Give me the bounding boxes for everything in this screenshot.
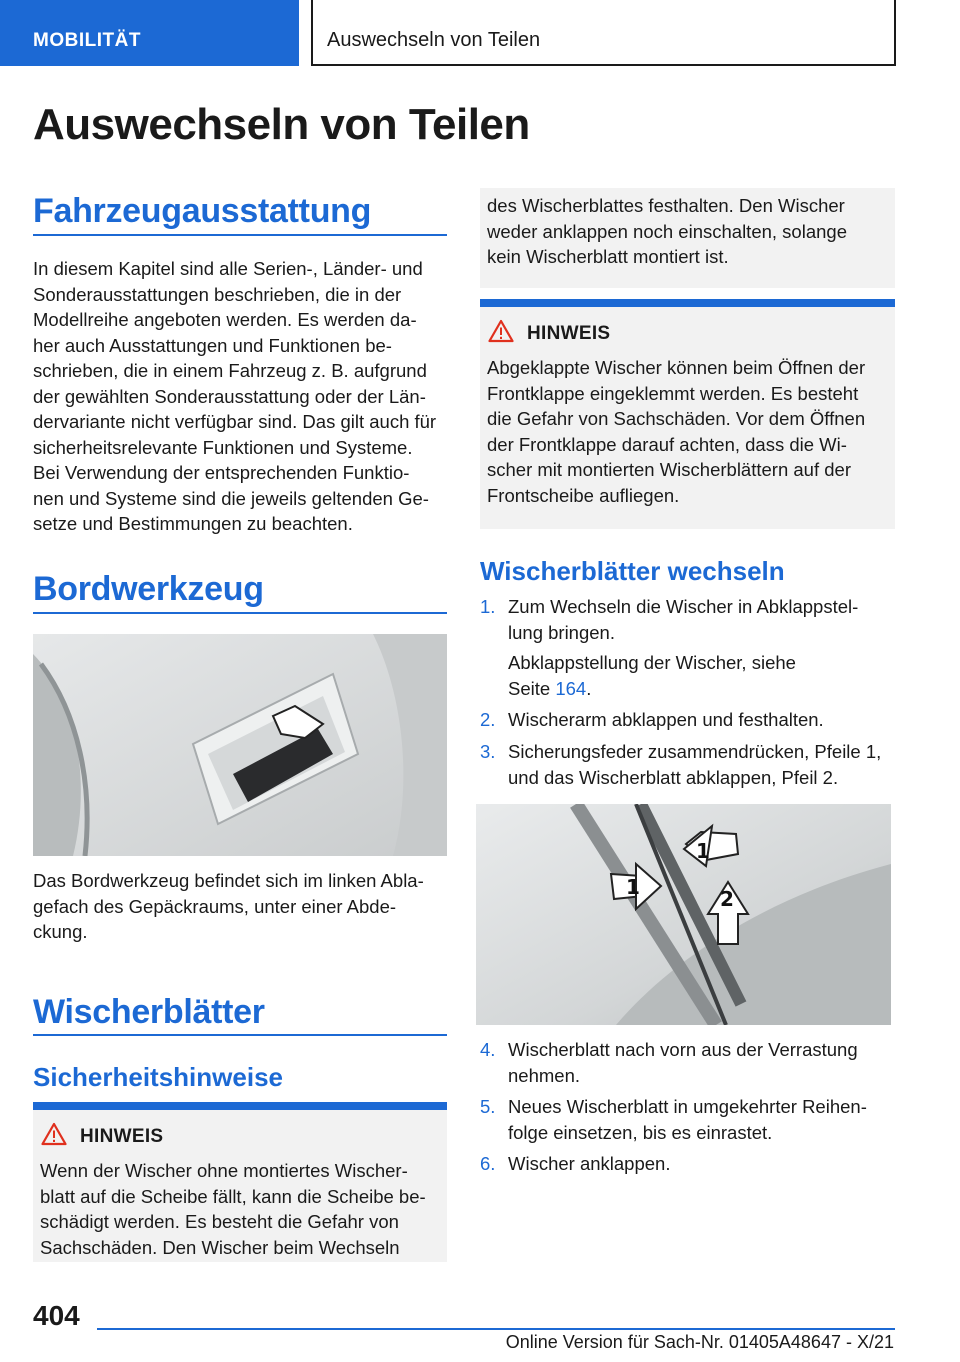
page-link[interactable]: 164 — [555, 677, 587, 699]
page-title: Auswechseln von Teilen — [33, 100, 530, 149]
reference-text — [508, 650, 898, 701]
text-line: Zum Wechseln die Wischer in Abklappstel- — [508, 596, 859, 617]
note-title: HINWEIS — [527, 323, 611, 344]
footer-rule — [97, 1328, 895, 1330]
step-text — [508, 739, 898, 790]
step-text — [508, 1094, 898, 1145]
text-line: In diesem Kapitel sind alle Serien-, Länder- und — [33, 258, 423, 279]
text-line: scher mit montierten Wischerblättern auf der — [487, 459, 851, 480]
text-line: lung bringen. — [508, 621, 615, 643]
heading-sicherheitshinweise: Sicherheitshinweise — [33, 1062, 283, 1092]
text-line: Wenn der Wischer ohne montiertes Wischer- — [40, 1160, 408, 1181]
text-line: Abklappstellung der Wischer, siehe — [508, 652, 796, 673]
note-box — [33, 1102, 447, 1262]
text-line: die Gefahr von Sachschäden. Vor dem Öffnen — [487, 408, 866, 429]
heading-wischerblaetter-wechseln: Wischerblätter wechseln — [480, 556, 785, 586]
arrow-label: 1 — [626, 875, 640, 899]
reference-prefix: Seite — [508, 677, 551, 699]
note-body — [487, 355, 892, 508]
header-chapter-box — [311, 0, 896, 66]
equipment-paragraph — [33, 256, 453, 537]
step-number: 4. — [480, 1039, 496, 1060]
step-number: 5. — [480, 1096, 496, 1117]
heading-wischerblaetter: Wischerblätter — [33, 993, 265, 1031]
text-line: blatt auf die Scheibe fällt, kann die Scheibe be- — [40, 1185, 426, 1207]
step-text — [508, 1151, 898, 1177]
text-line: Wischerblatt nach vorn aus der Verrastung — [508, 1039, 858, 1060]
tool-compartment-image — [33, 634, 447, 856]
text-line: Bei Verwendung der entsprechenden Funktio- — [33, 462, 410, 483]
header-chapter-label: Auswechseln von Teilen — [327, 29, 541, 51]
text-line: Abgeklappte Wischer können beim Öffnen der — [487, 357, 866, 378]
step-text — [508, 1037, 898, 1088]
heading-rule — [33, 1034, 447, 1036]
arrow-label: 2 — [720, 887, 734, 911]
text-line: Das Bordwerkzeug befindet sich im linken Abla- — [33, 870, 424, 891]
text-line: weder anklappen noch einschalten, solange — [487, 220, 847, 242]
wiper-blade-image — [476, 804, 891, 1025]
note-body — [487, 193, 892, 270]
text-line: Sonderausstattungen beschrieben, die in der — [33, 283, 402, 305]
note-body — [40, 1158, 445, 1260]
step-number: 6. — [480, 1153, 496, 1174]
text-line: nen und Systeme sind die jeweils geltenden Ge- — [33, 487, 429, 509]
text-line: Wischerarm abklappen und festhalten. — [508, 709, 824, 730]
text-line: sicherheitsrelevante Funktionen und Systeme. — [33, 436, 413, 458]
text-line: her auch Ausstattungen und Funktionen be- — [33, 334, 392, 356]
text-line: Modellreihe angeboten werden. Es werden da- — [33, 309, 417, 330]
step-number: 2. — [480, 709, 496, 730]
text-line: der Frontklappe darauf achten, dass die Wi- — [487, 433, 847, 455]
text-line: ckung. — [33, 921, 88, 942]
header-section-label: MOBILITÄT — [33, 30, 141, 51]
text-line: schrieben, die in einem Fahrzeug z. B. aufgrund — [33, 360, 427, 381]
text-line: Frontscheibe aufliegen. — [487, 484, 680, 506]
step-text — [508, 707, 898, 733]
step-number: 3. — [480, 741, 496, 762]
tool-compartment-drawing — [33, 634, 447, 856]
heading-rule — [33, 612, 447, 614]
footer-text: Online Version für Sach-Nr. 01405A48647 - X/21 — [505, 1332, 894, 1352]
tools-paragraph — [33, 868, 453, 945]
warning-icon — [488, 319, 514, 343]
text-line: kein Wischerblatt montiert ist. — [487, 246, 729, 267]
step-text — [508, 594, 898, 645]
text-line: Wischer anklappen. — [508, 1153, 671, 1174]
wiper-blade-drawing — [476, 804, 891, 1025]
text-line: der gewählten Sonderausstattung oder der Län- — [33, 385, 426, 407]
text-line: gefach des Gepäckraums, unter einer Abde- — [33, 895, 397, 917]
text-line — [508, 676, 898, 702]
heading-bordwerkzeug: Bordwerkzeug — [33, 570, 264, 608]
step-number: 1. — [480, 596, 496, 617]
text-line: und das Wischerblatt abklappen, Pfeil 2. — [508, 766, 839, 788]
note-continuation-box — [480, 188, 895, 288]
text-line: folge einsetzen, bis es einrastet. — [508, 1121, 773, 1143]
heading-fahrzeugausstattung: Fahrzeugausstattung — [33, 192, 372, 230]
page-number: 404 — [33, 1300, 80, 1331]
text-line: schädigt werden. Es besteht die Gefahr von — [40, 1211, 399, 1232]
heading-rule — [33, 234, 447, 236]
text-line: nehmen. — [508, 1064, 580, 1086]
reference-suffix: . — [586, 677, 592, 699]
note-title: HINWEIS — [80, 1126, 164, 1147]
text-line: des Wischerblattes festhalten. Den Wischer — [487, 195, 845, 216]
note-box — [480, 299, 895, 529]
text-line: setze und Bestimmungen zu beachten. — [33, 513, 353, 534]
text-line: dervariante nicht verfügbar sind. Das gilt auch für — [33, 411, 437, 432]
text-line: Sicherungsfeder zusammendrücken, Pfeile 1, — [508, 741, 882, 762]
text-line: Frontklappe eingeklemmt werden. Es besteht — [487, 382, 859, 404]
text-line: Sachschäden. Den Wischer beim Wechseln — [40, 1236, 400, 1258]
warning-icon — [41, 1122, 67, 1146]
text-line: Neues Wischerblatt in umgekehrter Reihen- — [508, 1096, 867, 1117]
header-section-tab — [0, 0, 299, 66]
arrow-label: 1 — [696, 839, 710, 863]
